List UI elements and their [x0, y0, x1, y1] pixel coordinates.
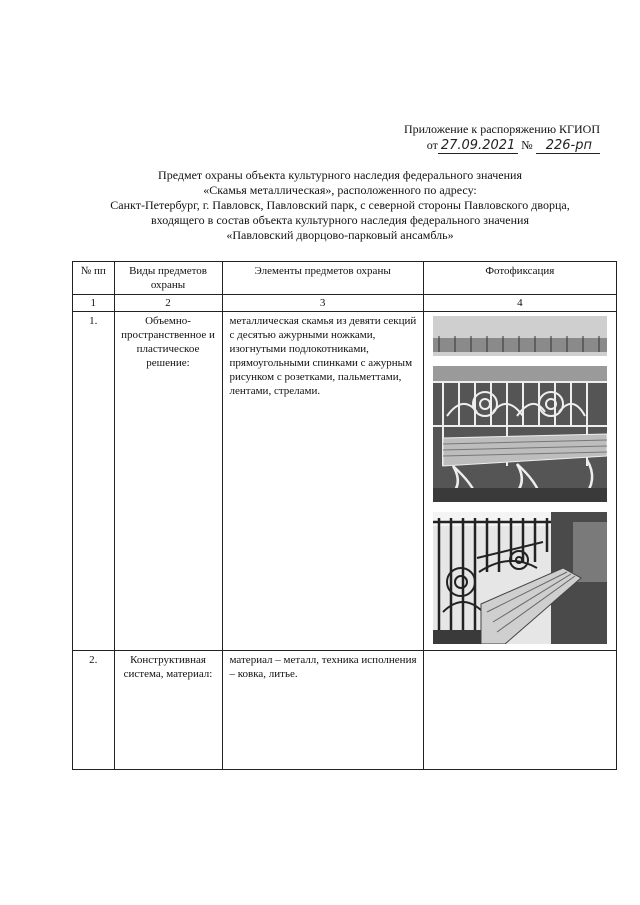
column-number: 4	[423, 295, 616, 312]
header-elements: Элементы предметов охраны	[222, 262, 423, 295]
bench-front-photo	[433, 316, 607, 502]
appendix-date-prefix: от	[426, 138, 438, 152]
row-elements: металлическая скамья из девяти секций с десятью ажурными ножками, изогнутыми подлокотниками, прямоугольными спинками с ажурным рисунком с розетками, пальметтами, лентами, стрелами.	[222, 312, 423, 651]
row-elements: материал – металл, техника исполнения – ковка, литье.	[222, 651, 423, 770]
column-number-row	[73, 295, 617, 312]
appendix-note	[404, 121, 600, 154]
row-photos-empty	[423, 651, 616, 770]
row-type: Объемно-пространственное и пластическое решение:	[114, 312, 222, 651]
table-row	[73, 312, 617, 651]
appendix-line1: Приложение к распоряжению КГИОП	[403, 122, 600, 136]
appendix-line2	[404, 137, 600, 154]
column-number: 3	[222, 295, 423, 312]
header-photo: Фотофиксация	[423, 262, 616, 295]
protection-table	[72, 261, 617, 770]
bench-side-photo	[433, 512, 607, 644]
appendix-number: 226-рп	[536, 138, 600, 154]
appendix-date: 27.09.2021	[438, 138, 518, 154]
row-number: 2.	[73, 651, 115, 770]
row-photos	[423, 312, 616, 651]
title-line-1: Предмет охраны объекта культурного наследия федерального значения	[158, 168, 522, 182]
title-line-2: «Скамья металлическая», расположенного по адресу:	[203, 183, 477, 197]
table-row	[73, 651, 617, 770]
header-number: № пп	[73, 262, 115, 295]
row-number: 1.	[73, 312, 115, 651]
column-number: 2	[114, 295, 222, 312]
header-type: Виды предметов охраны	[114, 262, 222, 295]
title-line-3: Санкт-Петербург, г. Павловск, Павловский парк, с северной стороны Павловского дворца,	[110, 198, 570, 212]
title-line-5: «Павловский дворцово-парковый ансамбль»	[226, 228, 454, 242]
appendix-number-sign: №	[521, 138, 533, 152]
table-header-row	[73, 262, 617, 295]
document-title	[60, 168, 620, 243]
title-line-4: входящего в состав объекта культурного наследия федерального значения	[151, 213, 529, 227]
column-number: 1	[73, 295, 115, 312]
row-type: Конструктивная система, материал:	[114, 651, 222, 770]
